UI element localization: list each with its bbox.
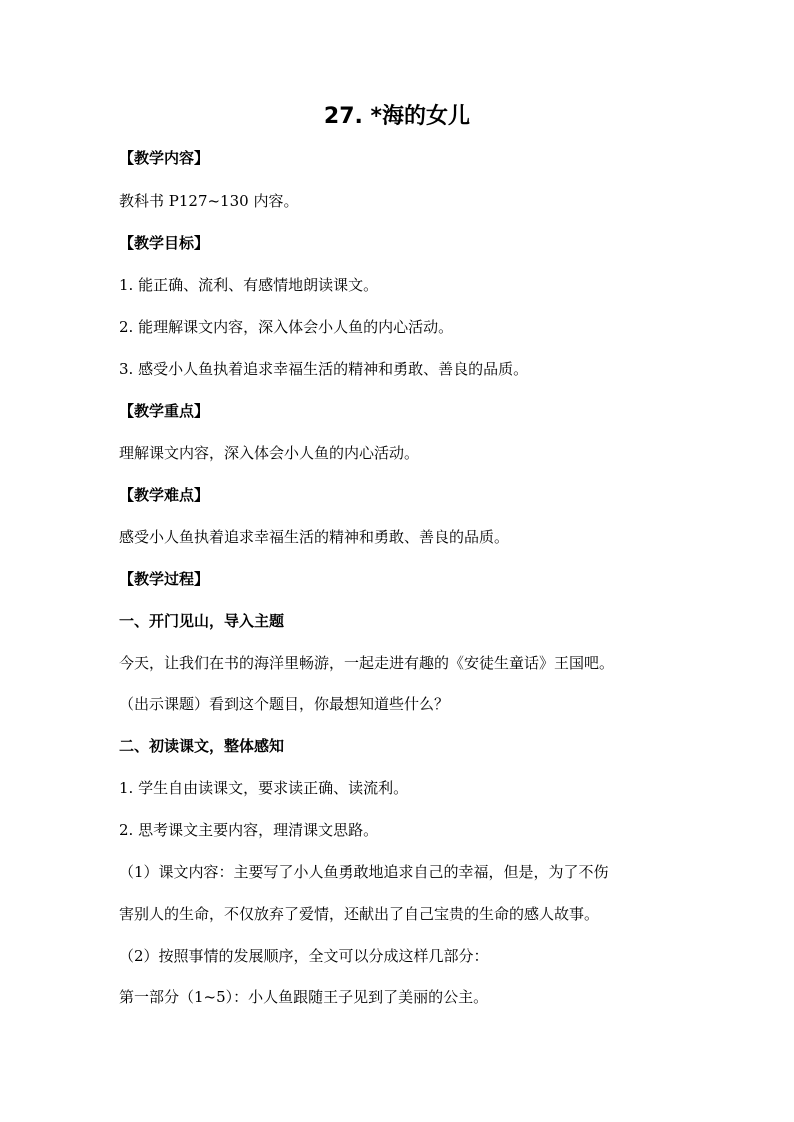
page-title: 27. *海的女儿 (323, 104, 471, 129)
goal-item-1: 1. 能正确、流利、有感情地朗读课文。 (119, 276, 379, 294)
part2-line-3: （1）课文内容：主要写了小人鱼勇敢地追求自己的幸福，但是，为了不伤 (119, 863, 609, 881)
part1-line-2: （出示课题）看到这个题目，你最想知道些什么？ (119, 695, 450, 713)
part1-heading: 一、开门见山，导入主题 (119, 612, 285, 630)
goals-heading: 【教学目标】 (119, 234, 210, 252)
content-text: 教科书 P127~130 内容。 (119, 192, 299, 210)
part2-line-5: （2）按照事情的发展顺序，全文可以分成这样几部分： (119, 947, 489, 965)
part2-heading: 二、初读课文，整体感知 (119, 737, 285, 755)
part2-line-2: 2. 思考课文主要内容，理清课文思路。 (119, 821, 379, 839)
key-heading: 【教学重点】 (119, 402, 210, 420)
part2-line-6: 第一部分（1~5）：小人鱼跟随王子见到了美丽的公主。 (119, 988, 489, 1006)
goal-item-2: 2. 能理解课文内容，深入体会小人鱼的内心活动。 (119, 318, 454, 336)
part2-line-4: 害别人的生命，不仅放弃了爱情，还献出了自己宝贵的生命的感人故事。 (119, 905, 600, 923)
difficulty-heading: 【教学难点】 (119, 486, 210, 504)
process-heading: 【教学过程】 (119, 570, 210, 588)
content-heading: 【教学内容】 (119, 149, 210, 167)
part1-line-1: 今天，让我们在书的海洋里畅游，一起走进有趣的《安徒生童话》王国吧。 (119, 654, 615, 672)
key-text: 理解课文内容，深入体会小人鱼的内心活动。 (119, 444, 420, 462)
goal-item-3: 3. 感受小人鱼执着追求幸福生活的精神和勇敢、善良的品质。 (119, 360, 529, 378)
difficulty-text: 感受小人鱼执着追求幸福生活的精神和勇敢、善良的品质。 (119, 528, 510, 546)
part2-line-1: 1. 学生自由读课文，要求读正确、读流利。 (119, 779, 409, 797)
